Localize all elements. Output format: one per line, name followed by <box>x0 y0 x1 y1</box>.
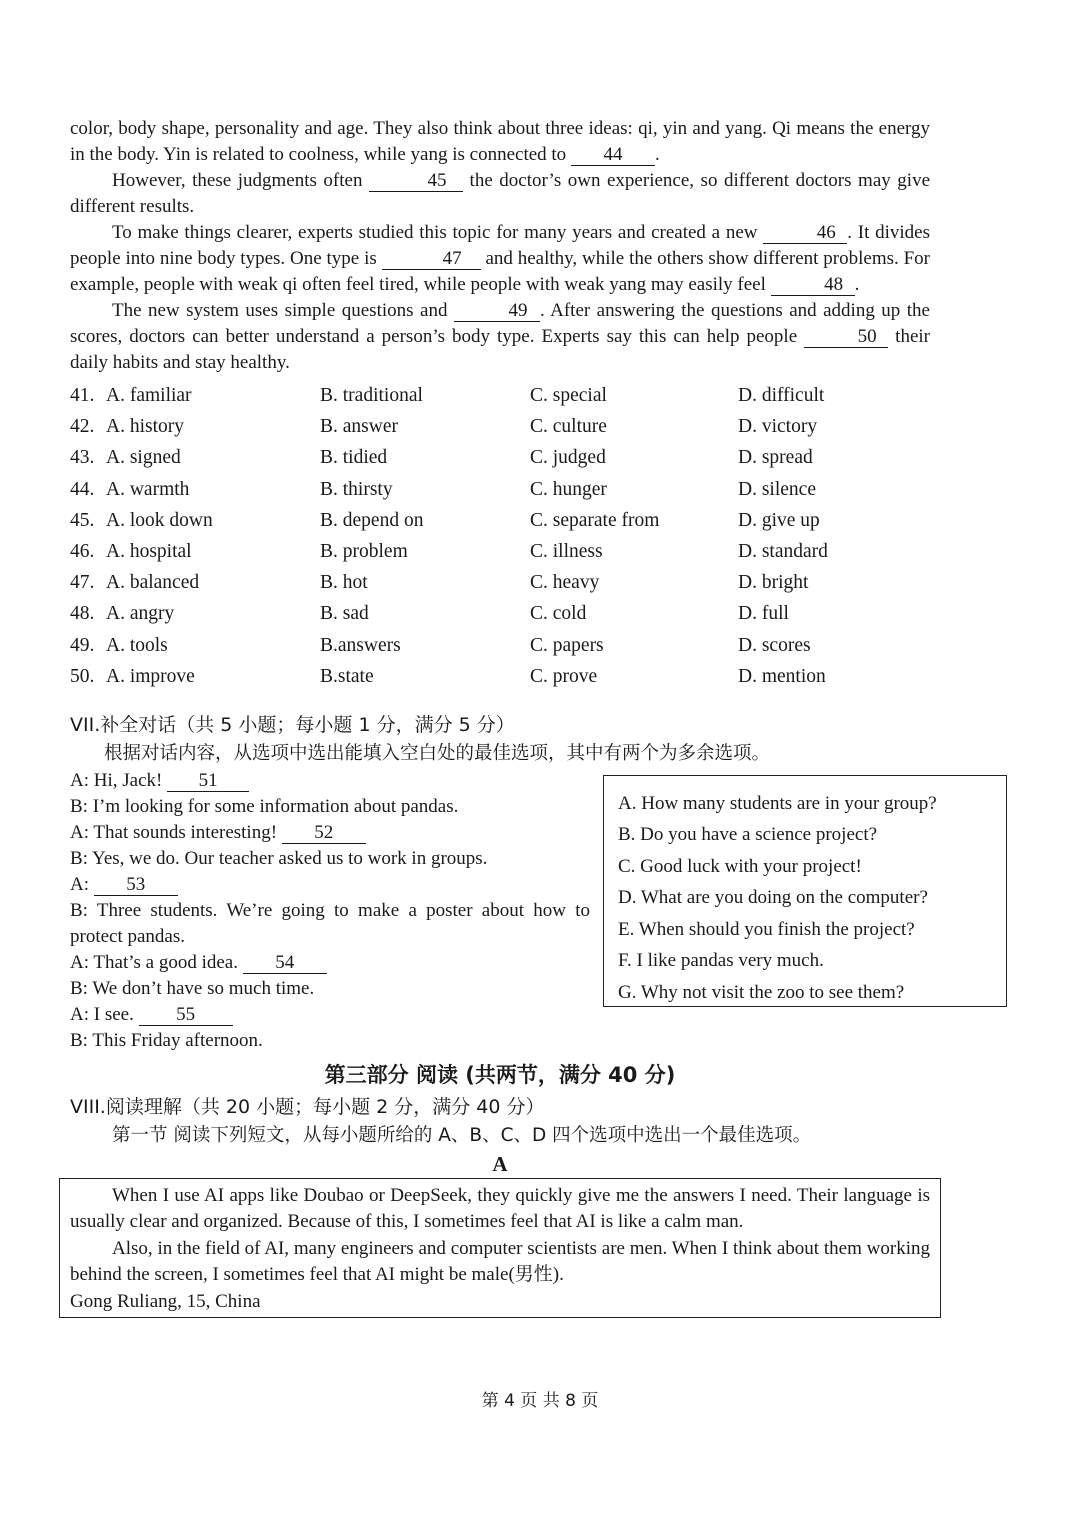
exam-page <box>70 116 937 1318</box>
option-c: C. judged <box>530 447 606 469</box>
text: A: That’s a good idea. <box>70 951 243 973</box>
dialog-line <box>70 1028 590 1054</box>
option-a: A. angry <box>106 603 175 625</box>
dialog-line <box>70 950 590 976</box>
option-a: A. tools <box>106 634 168 656</box>
text: B: Three students. We’re going to make a poster about how to protect pandas. <box>70 899 590 947</box>
text: . <box>654 144 660 165</box>
blank-53: 53 <box>94 875 178 896</box>
dialog-line <box>70 846 590 872</box>
option-row-44 <box>70 474 930 505</box>
text: B: Yes, we do. Our teacher asked us to work in groups. <box>70 847 488 869</box>
option-row-45 <box>70 505 930 536</box>
option-a: A. signed <box>106 447 181 469</box>
option-b: B.answers <box>320 634 401 656</box>
text: A: I see. <box>70 1003 139 1025</box>
text: To make things clearer, experts studied this topic for many years and created a new <box>112 222 764 243</box>
blank-51: 51 <box>167 771 249 792</box>
choice-box <box>603 775 1007 1007</box>
question-number: 45. <box>70 509 95 531</box>
option-row-48 <box>70 598 930 629</box>
option-row-50 <box>70 661 930 692</box>
option-d: D. difficult <box>738 385 825 406</box>
option-a: A. warmth <box>106 478 190 500</box>
section-7-heading: VII.补全对话（共 5 小题；每小题 1 分，满分 5 分） <box>70 713 515 736</box>
question-number: 41. <box>70 385 95 406</box>
option-d: D. bright <box>738 572 809 594</box>
option-b: B. answer <box>320 416 398 438</box>
dialog-line <box>70 1002 590 1028</box>
blank-48: 48 <box>771 275 855 296</box>
text: The new system uses simple questions and <box>112 300 454 321</box>
option-a: A. improve <box>106 665 195 687</box>
option-row-43 <box>70 442 930 473</box>
text: the doctor’s own experience, so different doctors may give different results. <box>70 170 931 217</box>
text: B: This Friday afternoon. <box>70 1029 263 1051</box>
option-b: B. sad <box>320 603 369 625</box>
option-a: A. familiar <box>106 385 192 406</box>
cloze-paragraph-4 <box>70 298 930 376</box>
passage-paragraph-2: Also, in the field of AI, many engineers and computer scientists are men. When I think about them working behind the screen, I sometimes feel that AI might be male(男性). <box>70 1237 930 1286</box>
choice-d: D. What are you doing on the computer? <box>618 887 928 909</box>
option-a: A. hospital <box>106 540 192 562</box>
choice-f: F. I like pandas very much. <box>618 950 824 972</box>
option-b: B. tidied <box>320 447 388 469</box>
passage-letter: A <box>492 1151 508 1176</box>
option-b: B. depend on <box>320 509 424 531</box>
section-8-instruction: 第一节 阅读下列短文，从每小题所给的 A、B、C、D 四个选项中选出一个最佳选项。 <box>112 1124 812 1146</box>
option-c: C. cold <box>530 603 587 625</box>
choice-e: E. When should you finish the project? <box>618 918 915 940</box>
option-c: C. separate from <box>530 509 660 531</box>
blank-47: 47 <box>382 249 481 270</box>
option-c: C. illness <box>530 540 603 562</box>
blank-54: 54 <box>243 953 327 974</box>
dialog-line <box>70 768 590 794</box>
choice-g: G. Why not visit the zoo to see them? <box>618 981 905 1003</box>
blank-55: 55 <box>139 1005 233 1026</box>
option-d: D. give up <box>738 509 820 531</box>
dialog-section <box>70 768 937 1058</box>
dialog-line <box>70 794 590 820</box>
option-c: C. special <box>530 385 607 406</box>
text: . After answering the questions and adding up the scores, doctors can better understand a person’s body type. Experts say this can help people <box>70 300 930 347</box>
question-number: 50. <box>70 665 95 687</box>
blank-46: 46 <box>763 223 847 244</box>
dialog-line <box>70 820 590 846</box>
option-d: D. standard <box>738 540 828 562</box>
text: A: That sounds interesting! <box>70 821 282 843</box>
passage-box <box>59 1178 941 1319</box>
option-b: B. problem <box>320 540 408 562</box>
blank-50: 50 <box>804 327 888 348</box>
text: color, body shape, personality and age. They also think about three ideas: qi, yin and yang. Qi means the energy in the body. Yin is related to coolness, while yang is connected to <box>70 118 930 165</box>
question-number: 44. <box>70 478 95 500</box>
page-footer: 第 4 页 共 8 页 <box>481 1391 599 1411</box>
passage-signature: Gong Ruliang, 15, China <box>70 1290 261 1312</box>
passage-paragraph-1: When I use AI apps like Doubao or DeepSeek, they quickly give me the answers I need. Their language is usually clear and organized. Because of this, I sometimes feel that AI is like a calm man. <box>70 1184 930 1233</box>
option-c: C. prove <box>530 665 598 687</box>
option-a: A. look down <box>106 509 213 531</box>
option-row-41 <box>70 380 930 411</box>
dialog-line <box>70 872 590 898</box>
option-d: D. spread <box>738 447 813 469</box>
dialog <box>70 768 590 1054</box>
blank-49: 49 <box>454 301 540 322</box>
part-3-title: 第三部分 阅读 (共两节，满分 40 分) <box>324 1062 676 1087</box>
option-row-49 <box>70 630 930 661</box>
blank-44: 44 <box>571 145 655 166</box>
option-b: B. hot <box>320 572 368 594</box>
option-row-47 <box>70 567 930 598</box>
option-d: D. mention <box>738 665 826 687</box>
option-c: C. papers <box>530 634 604 656</box>
option-c: C. heavy <box>530 572 600 594</box>
option-row-42 <box>70 411 930 442</box>
option-row-46 <box>70 536 930 567</box>
option-b: B. traditional <box>320 385 423 406</box>
cloze-paragraph-2 <box>70 168 930 220</box>
text: . It divides people into nine body types. One type is <box>70 222 930 269</box>
option-b: B.state <box>320 665 374 687</box>
option-a: A. history <box>106 416 184 438</box>
cloze-options <box>70 380 930 692</box>
choice-c: C. Good luck with your project! <box>618 855 862 877</box>
text: B: We don’t have so much time. <box>70 977 315 999</box>
cloze-paragraph-1 <box>70 116 930 168</box>
option-b: B. thirsty <box>320 478 393 500</box>
option-c: C. culture <box>530 416 607 438</box>
blank-45: 45 <box>369 171 463 192</box>
cloze-paragraph-3 <box>70 220 930 298</box>
option-d: D. scores <box>738 634 811 656</box>
question-number: 47. <box>70 572 95 594</box>
dialog-line <box>70 898 590 950</box>
question-number: 43. <box>70 447 95 469</box>
question-number: 42. <box>70 416 95 438</box>
question-number: 48. <box>70 603 95 625</box>
text: However, these judgments often <box>112 170 370 191</box>
text: . <box>854 274 860 295</box>
question-number: 49. <box>70 634 95 656</box>
option-d: D. full <box>738 603 789 625</box>
text: B: I’m looking for some information about pandas. <box>70 795 459 817</box>
section-8-heading: VIII.阅读理解（共 20 小题；每小题 2 分，满分 40 分） <box>70 1095 545 1118</box>
text: A: <box>70 873 94 895</box>
dialog-line <box>70 976 590 1002</box>
question-number: 46. <box>70 540 95 562</box>
blank-52: 52 <box>282 823 366 844</box>
option-d: D. silence <box>738 478 816 500</box>
choice-b: B. Do you have a science project? <box>618 824 878 846</box>
text: and healthy, while the others show different problems. For example, people with weak qi often feel tired, while people with weak yang may easily feel <box>70 248 931 295</box>
option-c: C. hunger <box>530 478 607 500</box>
choice-a: A. How many students are in your group? <box>618 792 937 814</box>
text: their daily habits and stay healthy. <box>70 326 930 373</box>
option-d: D. victory <box>738 416 818 438</box>
section-7-instruction: 根据对话内容，从选项中选出能填入空白处的最佳选项，其中有两个为多余选项。 <box>104 742 771 764</box>
option-a: A. balanced <box>106 572 200 594</box>
text: A: Hi, Jack! <box>70 769 168 791</box>
